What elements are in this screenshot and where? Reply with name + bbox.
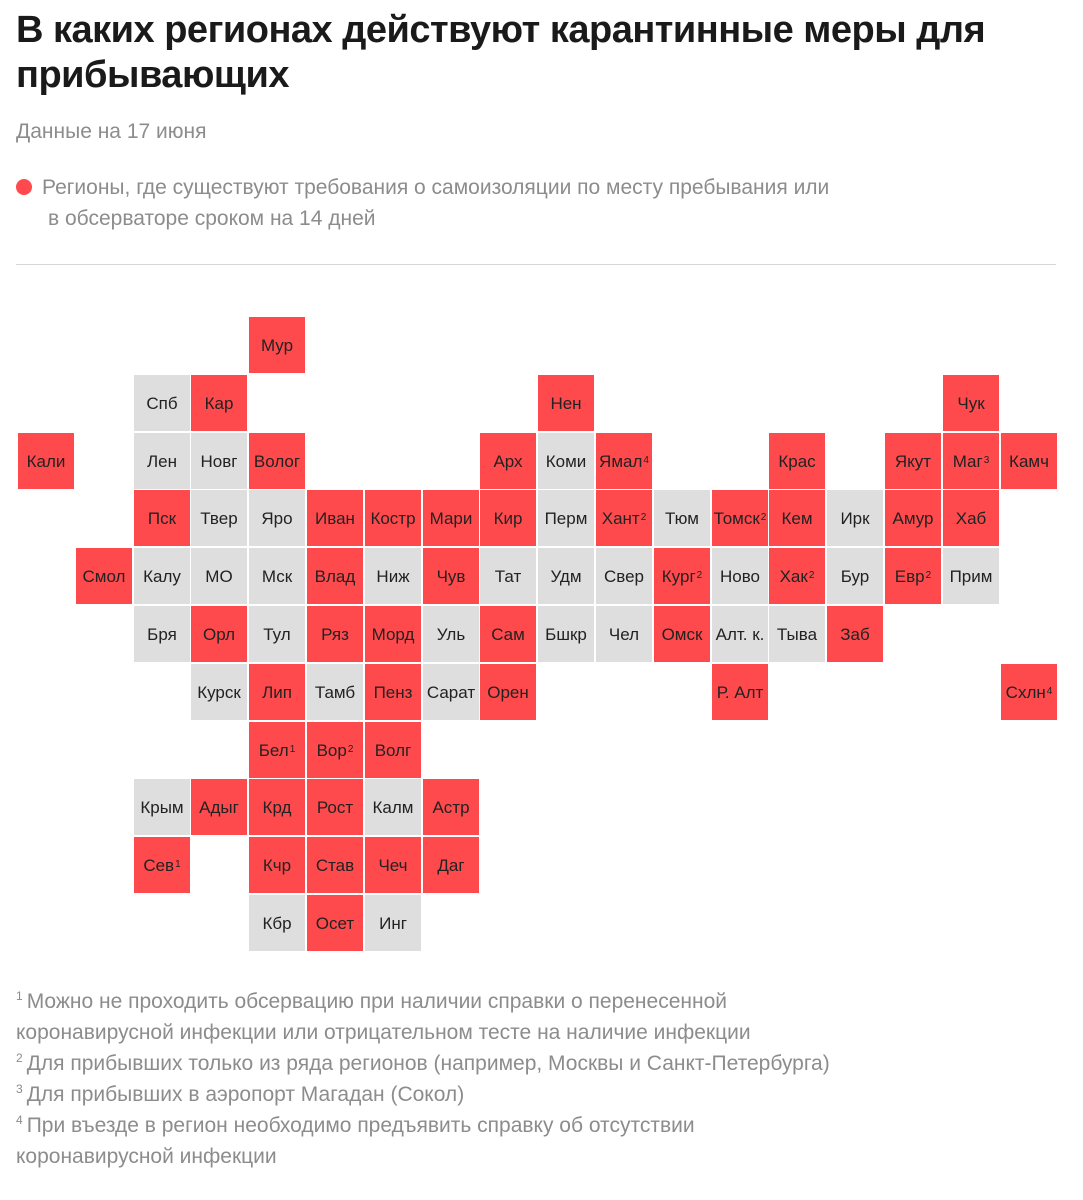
region-tile: [423, 606, 479, 662]
region-tile: Бел 1: [249, 722, 305, 778]
region-tile: [307, 895, 363, 951]
region-tile-label: Нен: [550, 393, 582, 413]
region-tile: [423, 779, 479, 835]
footnote-mark: 2: [16, 1051, 23, 1065]
region-tile-label: Бря: [147, 624, 177, 644]
region-tile: [249, 837, 305, 893]
region-tile-label: Волог: [253, 451, 301, 471]
region-tile: [191, 433, 247, 489]
region-tile: [943, 548, 999, 604]
region-tile: [307, 490, 363, 546]
region-tile-label: Морд: [371, 624, 415, 644]
region-tile: [249, 490, 305, 546]
region-tile-label: Кчр: [262, 855, 292, 875]
region-tile: [249, 779, 305, 835]
region-tile: [943, 490, 999, 546]
region-tile-label: Орен: [487, 682, 529, 702]
region-tile: Ямал 4: [596, 433, 652, 489]
region-tile: Схлн 4: [1001, 664, 1057, 720]
region-tile-label: Чук: [957, 393, 985, 413]
region-tile: [827, 490, 883, 546]
region-tile: [480, 606, 536, 662]
region-tile-label: Кали: [26, 451, 66, 471]
region-tile: [480, 433, 536, 489]
region-tile-label: Амур: [892, 508, 934, 528]
region-tile-label: Кбр: [262, 913, 292, 933]
region-tile: Кург 2: [654, 548, 710, 604]
region-tile: [307, 837, 363, 893]
region-tile: [307, 548, 363, 604]
region-tile: [365, 722, 421, 778]
region-tile-label: Пенз: [373, 682, 413, 702]
region-tile-label: Крас: [778, 451, 816, 471]
region-tile-label: Кург: [661, 566, 696, 586]
region-tile-label: Костр: [370, 508, 416, 528]
region-tile-label: Инг: [379, 913, 407, 933]
region-tile: [249, 317, 305, 373]
region-tile: [134, 490, 190, 546]
region-tile-label: Бшкр: [545, 624, 587, 644]
footnote-mark: 3: [16, 1082, 23, 1096]
legend-text-line2: в обсерваторе сроком на 14 дней: [48, 207, 376, 230]
region-tile-label: Курск: [197, 682, 241, 702]
region-tile: [365, 837, 421, 893]
region-tile: [365, 664, 421, 720]
data-date: Данные на 17 июня: [16, 120, 207, 143]
region-tile: [654, 606, 710, 662]
footnote-3: [16, 1079, 1076, 1110]
region-tile: [769, 490, 825, 546]
region-tile: Вор 2: [307, 722, 363, 778]
legend-red-dot-icon: [16, 179, 32, 195]
region-tile: [943, 375, 999, 431]
footnote-mark: 1: [16, 989, 23, 1003]
region-tile: [191, 664, 247, 720]
region-tile-label: Кем: [781, 508, 813, 528]
region-tile: [307, 779, 363, 835]
region-tile-label: Чув: [436, 566, 466, 586]
region-tile-label: Ряз: [321, 624, 349, 644]
region-tile-label: Новг: [200, 451, 238, 471]
region-tile: [191, 606, 247, 662]
region-tile: [1001, 433, 1057, 489]
region-tile-label: Удм: [550, 566, 582, 586]
region-tile: [885, 490, 941, 546]
region-tile-label: Бур: [840, 566, 870, 586]
region-tile-label: Орл: [202, 624, 236, 644]
region-tile: [249, 606, 305, 662]
region-tile: [134, 779, 190, 835]
region-tile-label: Лен: [147, 451, 177, 471]
region-tile-label: Коми: [545, 451, 587, 471]
region-tile-label: Тул: [263, 624, 291, 644]
region-tile: [191, 490, 247, 546]
region-tile: [769, 606, 825, 662]
region-tile-label: Ирк: [840, 508, 870, 528]
legend: [16, 172, 1046, 234]
region-tile: [423, 548, 479, 604]
region-tile: [191, 375, 247, 431]
region-tile: [596, 548, 652, 604]
region-tile-label: Сам: [491, 624, 525, 644]
region-tile-label: Р. Алт: [716, 682, 764, 702]
region-tile: [769, 433, 825, 489]
footnote-2: [16, 1048, 1076, 1079]
region-tile: [596, 606, 652, 662]
region-tile: [365, 490, 421, 546]
region-tile-label: Волг: [374, 740, 412, 760]
footnote-text-line: Для прибывших только из ряда регионов (например, Москвы и Санкт-Петербурга): [26, 1052, 830, 1075]
region-tile-label: Схлн: [1005, 682, 1046, 702]
region-tile-label: Уль: [436, 624, 466, 644]
region-tile: [365, 779, 421, 835]
region-tile-label: Крд: [262, 797, 292, 817]
region-tile: [249, 433, 305, 489]
region-tile: Хак 2: [769, 548, 825, 604]
region-tile: [480, 490, 536, 546]
footnote-text-line: коронавирусной инфекции или отрицательном тесте на наличие инфекции: [16, 1021, 751, 1044]
region-tile: [307, 606, 363, 662]
region-tile: [827, 606, 883, 662]
region-tile: [365, 606, 421, 662]
region-tile-label: Твер: [200, 508, 238, 528]
footnote-text-line: Для прибывших в аэропорт Магадан (Сокол): [26, 1083, 465, 1106]
footnote-mark: 4: [16, 1113, 23, 1127]
region-tile-label: Тамб: [314, 682, 356, 702]
region-tile-label: Мари: [429, 508, 473, 528]
region-tile-label: Хант: [601, 508, 640, 528]
region-tile-label: Хаб: [955, 508, 987, 528]
region-tile-label: Тюм: [665, 508, 699, 528]
region-tile-label: Омск: [661, 624, 703, 644]
region-tile-label: Заб: [840, 624, 870, 644]
region-tile: [307, 664, 363, 720]
region-tile: [76, 548, 132, 604]
region-tile: [191, 779, 247, 835]
footnote-1: [16, 986, 1076, 1048]
region-tile-label: Адыг: [199, 797, 239, 817]
region-tile: [423, 664, 479, 720]
region-tile: [134, 433, 190, 489]
region-tile-label: МО: [205, 566, 233, 586]
region-tile-label: Бел: [258, 740, 289, 760]
region-tile-label: Крым: [140, 797, 184, 817]
footnote-text-line: коронавирусной инфекции: [16, 1145, 277, 1168]
region-tile-label: Астр: [432, 797, 470, 817]
region-tile-label: Якут: [894, 451, 932, 471]
region-tile: [538, 490, 594, 546]
region-tile-label: Яро: [261, 508, 293, 528]
region-tile: [712, 548, 768, 604]
region-tile: [423, 490, 479, 546]
region-tile-label: Евр: [894, 566, 925, 586]
region-tile-label: Чел: [608, 624, 640, 644]
region-tile-label: Тат: [494, 566, 522, 586]
region-tile-label: Прим: [949, 566, 993, 586]
region-tile-label: Смол: [82, 566, 126, 586]
footnote-text-line: При въезде в регион необходимо предъявить справку об отсутствии: [26, 1114, 695, 1137]
region-tile: Сев 1: [134, 837, 190, 893]
footnotes: [16, 986, 1076, 1172]
region-tile: [249, 895, 305, 951]
region-tile-label: Пск: [147, 508, 177, 528]
region-tile: [249, 664, 305, 720]
region-tile: [538, 433, 594, 489]
region-tile-label: Калм: [372, 797, 414, 817]
region-tile-label: Ново: [719, 566, 761, 586]
region-tile-label: Камч: [1009, 451, 1049, 471]
region-tile-label: Осет: [315, 913, 355, 933]
region-tile: Евр 2: [885, 548, 941, 604]
region-tile: Маг 3: [943, 433, 999, 489]
region-tile-label: Свер: [603, 566, 645, 586]
region-tile: [191, 548, 247, 604]
region-tile-label: Рост: [316, 797, 354, 817]
footnote-4: [16, 1110, 1076, 1172]
region-tile-label: Арх: [493, 451, 523, 471]
region-tile: [423, 837, 479, 893]
region-tile: [712, 664, 768, 720]
footnote-text-line: Можно не проходить обсервацию при наличии справки о перенесенной: [26, 990, 727, 1013]
chart-title: В каких регионах действуют карантинные меры для прибывающих: [16, 9, 986, 96]
region-tile: Томск 2: [712, 490, 768, 546]
region-tile: [365, 548, 421, 604]
region-tile: [18, 433, 74, 489]
region-tile-label: Перм: [544, 508, 588, 528]
region-tile: [249, 548, 305, 604]
region-tile-label: Сарат: [426, 682, 476, 702]
region-tile: [885, 433, 941, 489]
region-tile: [134, 375, 190, 431]
region-tile: [134, 548, 190, 604]
region-tile-label: Тыва: [776, 624, 818, 644]
region-tile-label: Кир: [493, 508, 523, 528]
region-tile-label: Маг: [952, 451, 983, 471]
region-tile: Хант 2: [596, 490, 652, 546]
region-tile: [712, 606, 768, 662]
region-tile-label: Калу: [143, 566, 181, 586]
region-tile-label: Лип: [262, 682, 292, 702]
region-tile-label: Спб: [146, 393, 178, 413]
region-tile-label: Влад: [314, 566, 356, 586]
region-tile-label: Мск: [261, 566, 293, 586]
region-tile: [827, 548, 883, 604]
region-tile-label: Алт. к.: [715, 624, 765, 644]
region-tile: [654, 490, 710, 546]
divider: [16, 264, 1056, 265]
region-tile-label: Томск: [713, 508, 760, 528]
region-tile: [538, 606, 594, 662]
region-tile-label: Хак: [779, 566, 808, 586]
region-tile-label: Мур: [260, 335, 294, 355]
legend-text-line1: Регионы, где существуют требования о самоизоляции по месту пребывания или: [42, 176, 830, 199]
region-tile: [538, 375, 594, 431]
region-tile: [480, 548, 536, 604]
region-tile-label: Чеч: [378, 855, 408, 875]
region-tile-label: Вор: [316, 740, 347, 760]
region-tile-label: Ямал: [599, 451, 643, 471]
region-tile-label: Сев: [143, 855, 175, 875]
region-tile: [365, 895, 421, 951]
region-tile-label: Даг: [437, 855, 465, 875]
region-tile-label: Кар: [204, 393, 234, 413]
region-tile: [134, 606, 190, 662]
region-tile-label: Иван: [315, 508, 355, 528]
region-tile-label: Став: [315, 855, 355, 875]
region-tile: [538, 548, 594, 604]
region-tile: [480, 664, 536, 720]
region-tile-label: Ниж: [376, 566, 410, 586]
